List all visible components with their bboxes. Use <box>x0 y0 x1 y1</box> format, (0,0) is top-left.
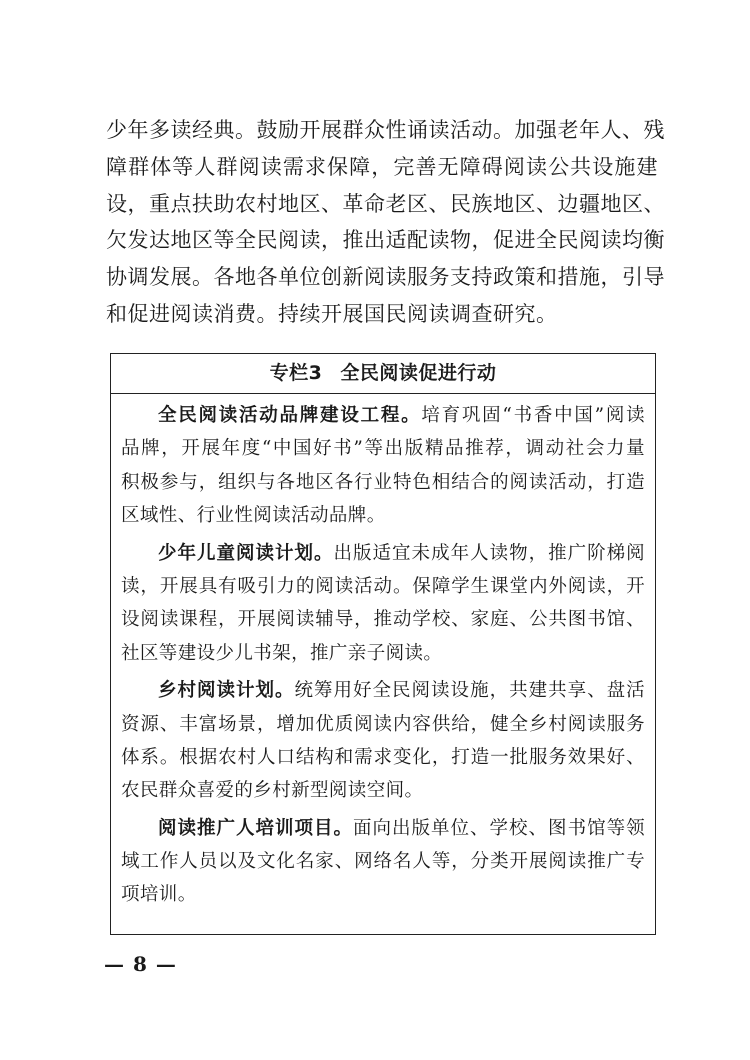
intro-line: 和促进阅读消费。持续开展国民阅读调查研究。 <box>106 301 558 326</box>
intro-line: 少年多读经典。鼓励开展群众性诵读活动。加强老年人、残 <box>106 118 665 142</box>
paragraph-lead: 少年儿童阅读计划。 <box>158 542 334 564</box>
intro-line: 设，重点扶助农村地区、革命老区、民族地区、边疆地区、 <box>106 191 665 216</box>
column-box-body <box>111 394 655 912</box>
paragraph-line: 项培训。 <box>121 884 197 906</box>
paragraph-line: 设阅读课程，开展阅读辅导，推动学校、家庭、公共图书馆、 <box>121 609 645 631</box>
paragraph-line: 农民群众喜爱的乡村新型阅读空间。 <box>121 780 424 802</box>
intro-line: 障群体等人群阅读需求保障，完善无障碍阅读公共设施建 <box>106 154 658 179</box>
column-box-title <box>111 354 655 394</box>
box-paragraph-youth <box>121 537 645 671</box>
paragraph-line: 积极参与，组织与各地区各行业特色相结合的阅读活动，打造 <box>121 471 645 493</box>
paragraph-line: 社区等建设少儿书架，推广亲子阅读。 <box>121 642 443 664</box>
box-paragraph-rural <box>121 674 645 808</box>
paragraph-line: 域工作人员以及文化名家、网络名人等，分类开展阅读推广专 <box>121 851 645 873</box>
paragraph-line: 读，开展具有吸引力的阅读活动。保障学生课堂内外阅读，开 <box>121 575 645 597</box>
paragraph-line: 资源、丰富场景，增加优质阅读内容供给，健全乡村阅读服务 <box>121 713 645 735</box>
paragraph-line: 乡村阅读计划。统筹用好全民阅读设施，共建共享、盘活 <box>158 680 645 702</box>
box-paragraph-training <box>121 812 645 912</box>
box-paragraph-brand <box>121 399 645 533</box>
paragraph-line: 品牌，开展年度“中国好书”等出版精品推荐，调动社会力量 <box>121 438 645 460</box>
intro-line: 欠发达地区等全民阅读，推出适配读物，促进全民阅读均衡 <box>106 228 665 253</box>
intro-line: 协调发展。各地各单位创新阅读服务支持政策和措施，引导 <box>106 265 665 290</box>
page-number: — 8 — <box>104 952 177 976</box>
paragraph-lead: 阅读推广人培训项目。 <box>158 817 354 839</box>
paragraph-line: 体系。根据农村人口结构和需求变化，打造一批服务效果好、 <box>121 746 645 768</box>
intro-paragraph <box>106 112 665 333</box>
column-box <box>110 353 656 935</box>
column-box-label: 专栏3 <box>269 362 323 384</box>
paragraph-line: 全民阅读活动品牌建设工程。培育巩固“书香中国”阅读 <box>158 405 646 426</box>
column-box-heading: 全民阅读促进行动 <box>340 362 497 384</box>
paragraph-line: 阅读推广人培训项目。面向出版单位、学校、图书馆等领 <box>158 817 645 839</box>
paragraph-lead: 全民阅读活动品牌建设工程。 <box>158 405 422 426</box>
paragraph-line: 区域性、行业性阅读活动品牌。 <box>121 505 386 527</box>
paragraph-lead: 乡村阅读计划。 <box>158 680 295 702</box>
paragraph-line: 少年儿童阅读计划。出版适宜未成年人读物，推广阶梯阅 <box>158 542 646 564</box>
